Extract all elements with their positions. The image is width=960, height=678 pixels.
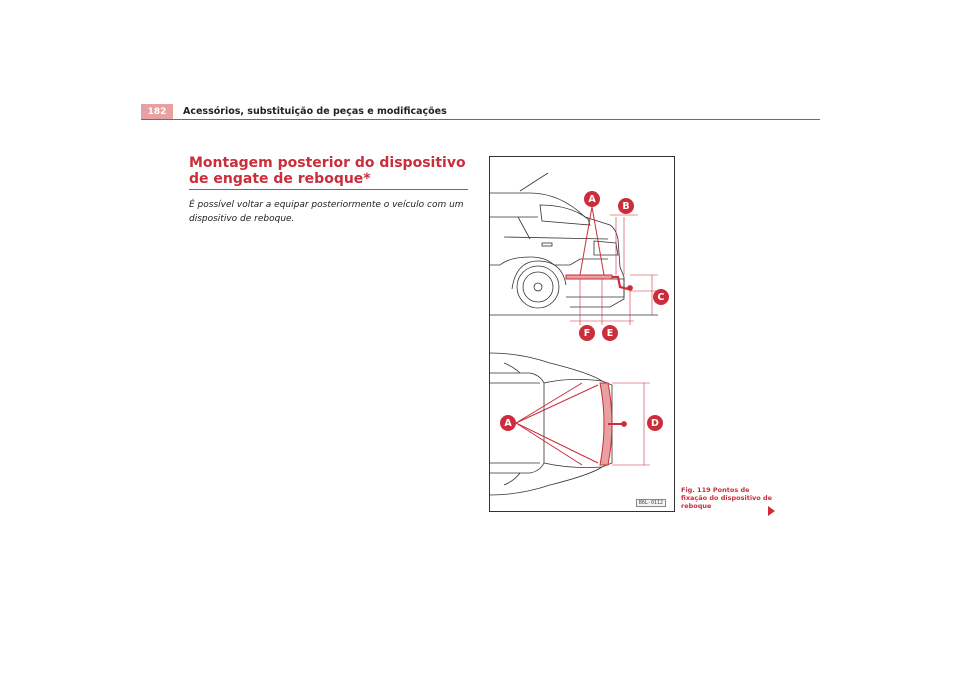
callout-b: B [618,198,634,214]
section-title: Montagem posterior do dispositivo de engate de reboque* [189,155,466,187]
callout-f: F [579,325,595,341]
callout-a-top: A [500,415,516,431]
triangle-right-icon [768,506,775,516]
figure-caption: Fig. 119 Pontos de fixação do dispositivo de reboque [681,486,773,510]
header-divider [141,119,820,120]
page-number: 182 [141,104,173,119]
top-hitch-markings [516,383,650,465]
figure-code: B6L-0112 [636,499,666,507]
callout-e: E [602,325,618,341]
car-side-view [490,173,658,315]
callout-c: C [653,289,669,305]
tow-hitch-figure [489,156,675,512]
side-hitch-markings [566,207,658,325]
callout-d: D [647,415,663,431]
intro-text: É possível voltar a equipar posteriormente o veículo com um dispositivo de reboque. [189,200,464,224]
running-header: Acessórios, substituição de peças e modificações [183,106,447,117]
title-divider [189,189,468,190]
callout-a-side: A [584,191,600,207]
